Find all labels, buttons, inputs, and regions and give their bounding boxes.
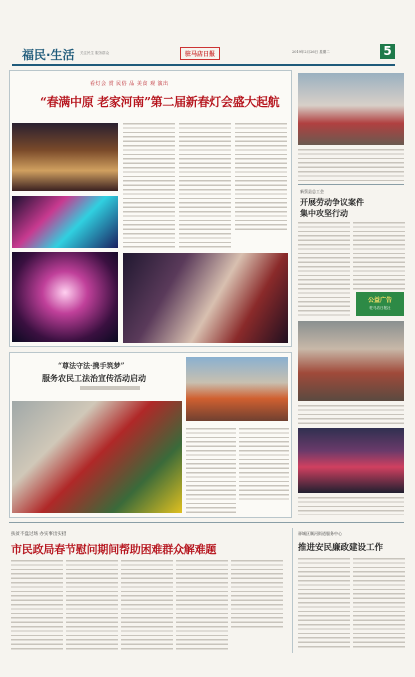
civil-kicker: 扶贫不盘过场 办实事出实招: [11, 532, 67, 537]
grassroots-kicker: 驿城区顺河街道服务中心: [298, 531, 342, 536]
grassroots-body-col1: [298, 558, 350, 650]
elderly-visit-photo: [298, 73, 404, 145]
lantern-article: [9, 70, 292, 347]
labor-kicker: 新蔡县总工会: [300, 189, 324, 194]
ad-line-2: 驻马店日报社: [369, 306, 391, 310]
lantern-body-col2: [179, 123, 231, 248]
labor-title-1: 开展劳动争议案件: [300, 198, 364, 207]
civil-body-col2: [66, 560, 118, 650]
grassroots-headline: 推进安民廉政建设工作: [298, 543, 384, 553]
rule-of-law-title-2: 服务农民工法治宣传活动启动: [42, 373, 146, 383]
rule-of-law-photo-workers: [186, 357, 288, 421]
performance-photo: [298, 428, 404, 493]
header-rule: [12, 64, 395, 66]
header-slogans: 关注民生 服务群众: [80, 51, 110, 55]
volunteer-photo: [298, 321, 404, 401]
page-number-badge: 5: [380, 44, 395, 59]
page-header: [0, 42, 415, 64]
labor-body-col2: [353, 222, 405, 290]
civil-body-col5: [231, 560, 283, 630]
lantern-body-col3: [235, 123, 287, 233]
rule-of-law-photo-main: [12, 401, 182, 513]
civil-body-col3: [121, 560, 173, 650]
performance-caption: [298, 497, 404, 515]
ad-line-1: 公益广告: [367, 297, 392, 304]
lantern-photo-dragon: [12, 196, 118, 248]
civil-body-col4: [176, 560, 228, 650]
rule-of-law-body-col2: [239, 428, 289, 503]
masthead-logo: 驻马店日报: [180, 47, 220, 60]
lantern-photo-performer: [123, 253, 288, 343]
rule-of-law-article: [9, 352, 292, 518]
lantern-body-col1: [123, 123, 175, 248]
bottom-divider: [9, 522, 404, 523]
labor-title-2: 集中攻坚行动: [300, 209, 348, 218]
section-title: 福民·生活: [22, 48, 75, 62]
civil-headline: 市民政局春节慰问期间帮助困难群众解难题: [11, 543, 217, 556]
issue-date: 2019年2月26日 星期二: [292, 50, 330, 54]
public-ad: [356, 292, 404, 316]
lantern-kicker: 看灯会 赏 民俗 品 美食 观 演出: [90, 81, 169, 87]
grassroots-body-col2: [353, 558, 405, 650]
rule-of-law-body-col1: [186, 428, 236, 513]
rule-of-law-title-1: “尊法守法·携手筑梦”: [58, 361, 125, 370]
volunteer-caption: [298, 405, 404, 425]
lantern-photo-gate: [12, 252, 118, 342]
elderly-visit-caption: [298, 149, 404, 181]
lantern-headline: “春满中原 老家河南”第二届新春灯会盛大起航: [40, 95, 280, 109]
civil-body-col1: [11, 560, 63, 650]
rule-of-law-byline: [80, 386, 140, 390]
divider: [298, 184, 404, 185]
labor-body-col1: [298, 222, 350, 317]
column-divider: [292, 528, 293, 653]
lantern-photo-stage: [12, 123, 118, 191]
